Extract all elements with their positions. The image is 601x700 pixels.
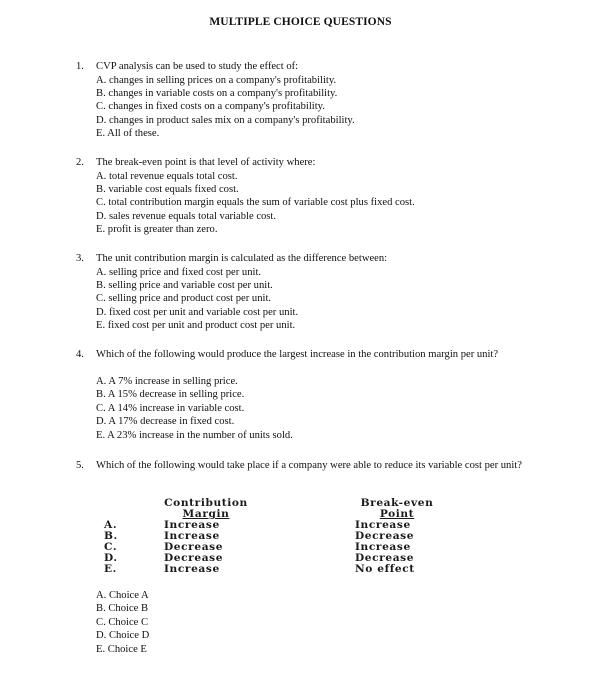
question-text: CVP analysis can be used to study the effect of:	[96, 61, 299, 72]
option-b: B. variable cost equals fixed cost.	[96, 183, 239, 195]
option-c: C. Choice C	[96, 616, 149, 628]
question-number: 1.	[76, 61, 84, 72]
margin-cell: Increase	[164, 519, 220, 531]
table-row	[0, 553, 601, 564]
row-letter: C.	[104, 541, 118, 553]
option-e: E. Choice E	[96, 643, 147, 655]
page-title: MULTIPLE CHOICE QUESTIONS	[209, 16, 392, 28]
options-list	[96, 74, 355, 141]
option-d: D. fixed cost per unit and variable cost per unit.	[96, 306, 299, 318]
column-header-contribution-margin	[140, 498, 272, 520]
option-e: E. A 23% increase in the number of units sold.	[96, 429, 293, 441]
margin-cell: Increase	[164, 563, 220, 575]
row-letter: B.	[104, 530, 118, 542]
option-d: D. Choice D	[96, 630, 150, 642]
header-line: Contribution	[164, 497, 248, 509]
question-number: 3.	[76, 253, 84, 264]
option-b: B. selling price and variable cost per unit.	[96, 279, 273, 291]
margin-cell: Increase	[164, 530, 220, 542]
break-even-cell: Decrease	[355, 552, 415, 564]
row-letter: E.	[104, 563, 117, 575]
option-e: E. All of these.	[96, 128, 160, 140]
header-line: Margin	[182, 508, 230, 521]
option-e: E. profit is greater than zero.	[96, 224, 218, 236]
margin-cell: Decrease	[164, 552, 224, 564]
break-even-cell: Increase	[355, 541, 411, 553]
option-a: A. Choice A	[96, 590, 149, 601]
margin-cell: Decrease	[164, 541, 224, 553]
options-list	[96, 375, 293, 442]
column-header-break-even-point	[332, 498, 462, 520]
option-b: B. changes in variable costs on a company's profitability.	[96, 87, 338, 99]
option-e: E. fixed cost per unit and product cost per unit.	[96, 320, 296, 332]
question-number: 5.	[76, 460, 84, 471]
break-even-cell: No effect	[355, 563, 415, 575]
row-letter: A.	[104, 519, 118, 531]
break-even-cell: Increase	[355, 519, 411, 531]
option-a: A. total revenue equals total cost.	[96, 170, 238, 182]
option-a: A. A 7% increase in selling price.	[96, 376, 238, 387]
question-text: The unit contribution margin is calculated as the difference between:	[96, 253, 388, 264]
question-text: The break-even point is that level of activity where:	[96, 157, 316, 168]
option-a: A. selling price and fixed cost per unit.	[96, 266, 262, 278]
option-c: C. total contribution margin equals the sum of variable cost plus fixed cost.	[96, 197, 415, 209]
option-c: C. changes in fixed costs on a company's profitability.	[96, 101, 325, 113]
question-text: Which of the following would produce the largest increase in the contribution margin per unit?	[96, 349, 499, 360]
option-d: D. A 17% decrease in fixed cost.	[96, 416, 235, 428]
question-number: 4.	[76, 349, 84, 360]
table-row	[0, 531, 601, 542]
header-line: Point	[379, 508, 415, 521]
break-even-cell: Decrease	[355, 530, 415, 542]
options-list	[96, 266, 298, 333]
options-list	[96, 170, 415, 237]
table-row	[0, 564, 601, 575]
option-c: C. selling price and product cost per unit.	[96, 293, 272, 305]
options-list	[96, 589, 149, 656]
option-c: C. A 14% increase in variable cost.	[96, 402, 245, 414]
option-b: B. Choice B	[96, 603, 149, 615]
table-row	[0, 520, 601, 531]
table-row	[0, 542, 601, 553]
question-number: 2.	[76, 157, 84, 168]
option-b: B. A 15% decrease in selling price.	[96, 389, 245, 401]
option-d: D. changes in product sales mix on a company's profitability.	[96, 114, 355, 126]
option-a: A. changes in selling prices on a company's profitability.	[96, 74, 337, 86]
option-d: D. sales revenue equals total variable cost.	[96, 210, 277, 222]
row-letter: D.	[104, 552, 118, 564]
question-text: Which of the following would take place if a company were able to reduce its variable cost per unit?	[96, 460, 522, 471]
header-line: Break-even	[360, 497, 434, 509]
